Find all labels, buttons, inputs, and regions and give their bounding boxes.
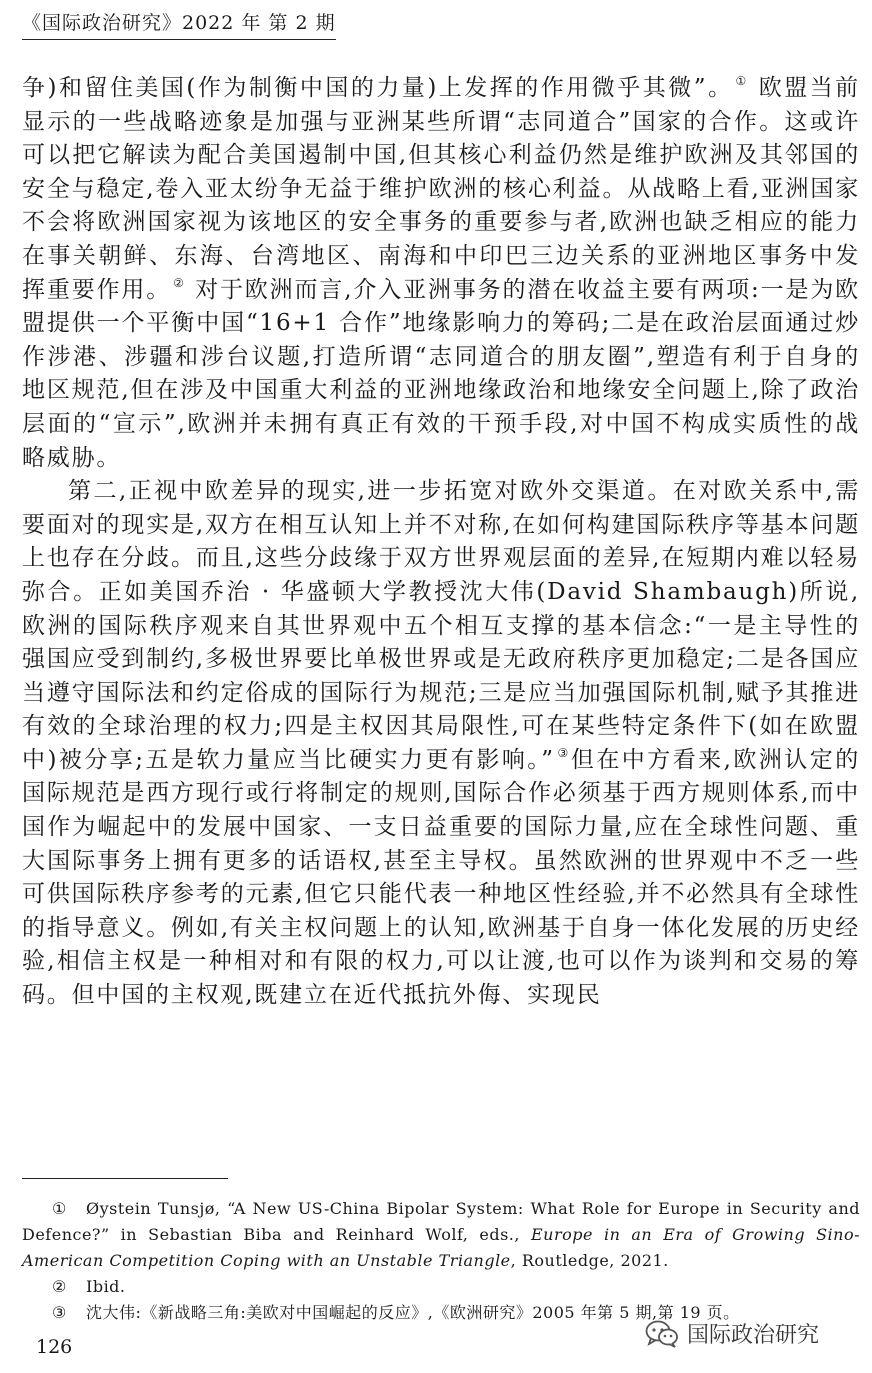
footnote-ref-3[interactable]: ③ bbox=[556, 745, 569, 760]
p2-text-1: 第二,正视中欧差异的现实,进一步拓宽对欧外交渠道。在对欧关系中,需要面对的现实是,双方在相互认知上并不对称,在如何构建国际秩序等基本问题上也存在分歧。而且,这些分歧缘于双方世界观层面的差异,在短期内难以轻易弥合。正如美国乔治 · 华盛顿大学教授沈大伟(David Shambaugh)所说,欧洲的国际秩序观来自其世界观中五个相互支撑的基本信念:“一是主导性的强国应受到制约,多极世界要比单极世界或是无政府秩序更加稳定;二是各国应当遵守国际法和约定俗成的国际行为规范;三是应当加强国际机制,赋予其推进有效的全球治理的权力;四是主权因其局限性,可在某些特定条件下(如在欧盟中)被分享;五是软力量应当比硬实力更有影响。” bbox=[22, 478, 860, 773]
main-text bbox=[22, 72, 860, 1013]
footnote-1 bbox=[22, 1196, 860, 1274]
watermark bbox=[645, 1318, 819, 1349]
watermark-label: 国际政治研究 bbox=[687, 1323, 820, 1348]
wechat-icon bbox=[645, 1319, 679, 1349]
footnote-1-text-a: Øystein Tunsjø, “A New US-China Bipolar System: What Role for Europe in Security and Defence?” in Sebastian Biba and Reinhard Wolf, eds., bbox=[22, 1199, 860, 1244]
footnote-ref-2[interactable]: ② bbox=[173, 275, 184, 290]
page-number: 126 bbox=[36, 1336, 73, 1358]
footnote-divider bbox=[22, 1178, 228, 1179]
footnote-1-book-title: Europe in an Era of Growing Sino-American Competition Coping with an Unstable Triangle bbox=[22, 1225, 860, 1270]
footnote-3-number: ③ bbox=[52, 1303, 67, 1322]
footnote-1-text-b: , Routledge, 2021. bbox=[510, 1251, 669, 1270]
p1-text-3: 对于欧洲而言,介入亚洲事务的潜在收益主要有两项:一是为欧盟提供一个平衡中国“16+1 合作”地缘影响力的筹码;二是在政治层面通过炒作涉港、涉疆和涉台议题,打造所谓“志同道合的朋友圈”,塑造有利于自身的地区规范,但在涉及中国重大利益的亚洲地缘政治和地缘安全问题上,除了政治层面的“宣示”,欧洲并未拥有真正有效的干预手段,对中国不构成实质性的战略威胁。 bbox=[22, 276, 860, 471]
p1-text-1: 争)和留住美国(作为制衡中国的力量)上发挥的作用微乎其微”。 bbox=[22, 75, 734, 101]
footnote-2-number: ② bbox=[52, 1277, 67, 1296]
running-header: 《国际政治研究》2022 年 第 2 期 bbox=[22, 8, 336, 40]
paragraph-1 bbox=[22, 72, 860, 475]
footnote-2 bbox=[22, 1274, 860, 1300]
paragraph-2 bbox=[22, 475, 860, 1013]
footnote-2-text: Ibid. bbox=[86, 1277, 126, 1296]
footnote-3-text: 沈大伟:《新战略三角:美欧对中国崛起的反应》,《欧洲研究》2005 年第 5 期,第 19 页。 bbox=[86, 1303, 740, 1322]
p1-text-2: 欧盟当前显示的一些战略迹象是加强与亚洲某些所谓“志同道合”国家的合作。这或许可以把它解读为配合美国遏制中国,但其核心利益仍然是维护欧洲及其邻国的安全与稳定,卷入亚太纷争无益于维护欧洲的核心利益。从战略上看,亚洲国家不会将欧洲国家视为该地区的安全事务的重要参与者,欧洲也缺乏相应的能力在事关朝鲜、东海、台湾地区、南海和中印巴三边关系的亚洲地区事务中发挥重要作用。 bbox=[22, 75, 860, 303]
footnote-1-number: ① bbox=[52, 1199, 67, 1218]
footnote-ref-1[interactable]: ① bbox=[735, 74, 747, 88]
p2-text-2: 但在中方看来,欧洲认定的国际规范是西方现行或行将制定的规则,国际合作必须基于西方规则体系,而中国作为崛起中的发展中国家、一支日益重要的国际力量,应在全球性问题、重大国际事务上拥有更多的话语权,甚至主导权。虽然欧洲的世界观中不乏一些可供国际秩序参考的元素,但它只能代表一种地区性经验,并不必然具有全球性的指导意义。例如,有关主权问题上的认知,欧洲基于自身一体化发展的历史经验,相信主权是一种相对和有限的权力,可以让渡,也可以作为谈判和交易的筹码。但中国的主权观,既建立在近代抵抗外侮、实现民 bbox=[22, 746, 860, 1009]
footnotes bbox=[22, 1196, 860, 1326]
